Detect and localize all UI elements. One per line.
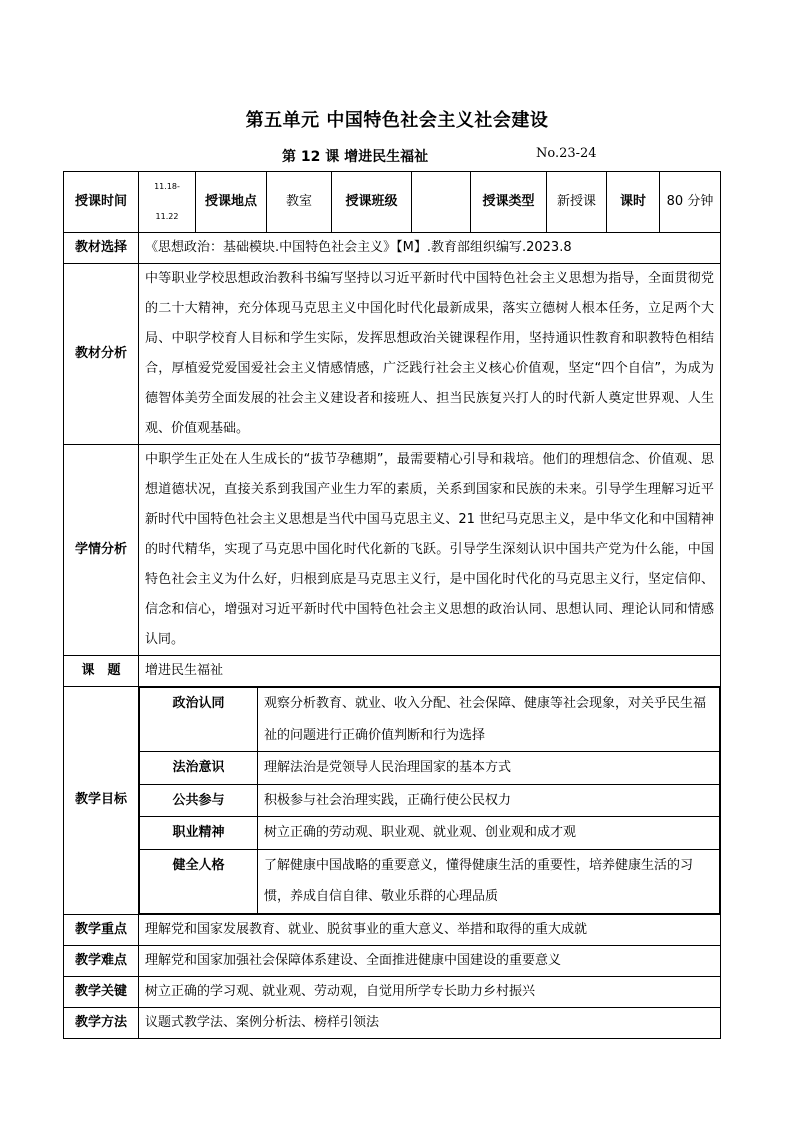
students-row [64,445,721,656]
goal-row [140,784,720,817]
goal-row [140,688,720,752]
difficult-label: 教学难点 [64,945,139,976]
crux-label: 教学关键 [64,976,139,1007]
difficult-value: 理解党和国家加强社会保障体系建设、全面推进健康中国建设的重要意义 [139,945,721,976]
goal-text: 树立正确的劳动观、职业观、就业观、创业观和成才观 [258,817,720,850]
goal-text: 理解法治是党领导人民治理国家的基本方式 [258,752,720,785]
crux-value: 树立正确的学习观、就业观、劳动观，自觉用所学专长助力乡村振兴 [139,976,721,1007]
lesson-plan-table [63,171,721,1039]
lesson-title: 第 12 课 增进民生福祉 [282,149,429,165]
goal-row [140,817,720,850]
students-label: 学情分析 [64,445,139,656]
analysis-row [64,264,721,445]
topic-label: 课 题 [64,656,139,687]
time-value: 11.18-11.22 [139,172,196,233]
type-value: 新授课 [547,172,607,233]
students-value: 中职学生正处在人生成长的“拔节孕穗期”，最需要精心引导和栽培。他们的理想信念、价值观、思想道德状况，直接关系到我国产业生力军的素质，关系到国家和民族的未来。引导学生理解习近平新时代中国特色社会主义思想是当代中国马克思主义、21 世纪马克思主义，是中华文化和中国精神的时代精华，实现了马克思中国化时代化新的飞跃。引导学生深刻认识中国共产党为什么能，中国特色社会主义为什么好，归根到底是马克思主义行，是中国化时代化的马克思主义行，坚定信仰、信念和信心，增强对习近平新时代中国特色社会主义思想的政治认同、思想认同、理论认同和情感认同。 [139,445,721,656]
key-label: 教学重点 [64,914,139,945]
goal-row [140,849,720,913]
key-value: 理解党和国家发展教育、就业、脱贫事业的重大意义、举措和取得的重大成就 [139,914,721,945]
analysis-value: 中等职业学校思想政治教科书编写坚持以习近平新时代中国特色社会主义思想为指导，全面贯彻党的二十大精神，充分体现马克思主义中国化时代化最新成果，落实立德树人根本任务，立足两个大局、中职学校育人目标和学生实际，发挥思想政治关键课程作用，坚持通识性教育和职教特色相结合，厚植爱党爱国爱社会主义情感情感，广泛践行社会主义核心价值观，坚定“四个自信”，为成为德智体美劳全面发展的社会主义建设者和接班人、担当民族复兴打人的时代新人奠定世界观、人生观、价值观基础。 [139,264,721,445]
analysis-label: 教材分析 [64,264,139,445]
goal-name: 健全人格 [140,849,258,913]
header-row [64,172,721,233]
goal-name: 职业精神 [140,817,258,850]
time-label: 授课时间 [64,172,139,233]
goal-name: 政治认同 [140,688,258,752]
goal-name: 公共参与 [140,784,258,817]
goals-label: 教学目标 [64,687,139,915]
place-value: 教室 [267,172,332,233]
goal-row [140,752,720,785]
goals-row [64,687,721,915]
crux-row [64,976,721,1007]
goal-text: 观察分析教育、就业、收入分配、社会保障、健康等社会现象，对关乎民生福祉的问题进行正确价值判断和行为选择 [258,688,720,752]
goal-text: 积极参与社会治理实践，正确行使公民权力 [258,784,720,817]
key-row [64,914,721,945]
method-value: 议题式教学法、案例分析法、榜样引领法 [139,1007,721,1038]
method-label: 教学方法 [64,1007,139,1038]
hours-label: 课时 [607,172,660,233]
document-title: 第五单元 中国特色社会主义社会建设 [245,110,549,131]
class-label: 授课班级 [332,172,412,233]
goal-text: 了解健康中国战略的重要意义，懂得健康生活的重要性，培养健康生活的习惯，养成自信自律、敬业乐群的心理品质 [258,849,720,913]
difficult-row [64,945,721,976]
topic-row [64,656,721,687]
hours-value: 80 分钟 [660,172,721,233]
material-value: 《思想政治：基础模块.中国特色社会主义》【M】.教育部组织编写.2023.8 [139,233,721,264]
type-label: 授课类型 [471,172,547,233]
goal-name: 法治意识 [140,752,258,785]
goals-cell [139,687,721,915]
lesson-number: No.23-24 [536,146,597,161]
class-value [412,172,471,233]
method-row [64,1007,721,1038]
goals-table [139,687,720,914]
material-label: 教材选择 [64,233,139,264]
place-label: 授课地点 [196,172,267,233]
topic-value: 增进民生福祉 [139,656,721,687]
material-row [64,233,721,264]
